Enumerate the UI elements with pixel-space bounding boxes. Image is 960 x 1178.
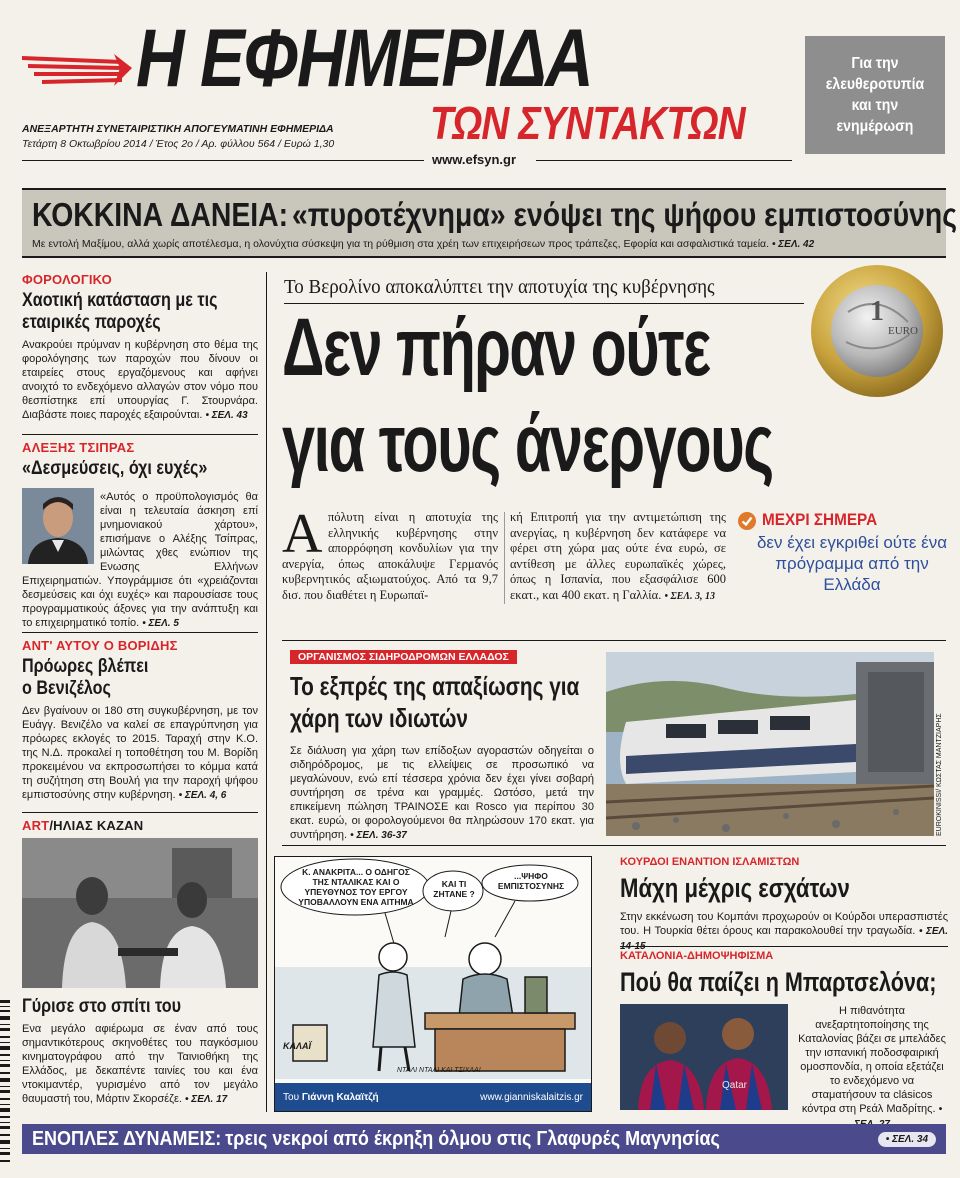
kazan-photo <box>22 838 258 988</box>
motto-text: Για την ελευθεροτυπία και την ενημέρωση <box>825 55 925 135</box>
cartoon-caption-small: ΝΤΑΛΙ ΝΤΑΛΙ ΚΑΙ ΤΣΙΧΛΑ! <box>397 1067 481 1074</box>
tax-kicker: ΦΟΡΟΛΟΓΙΚΟ <box>22 272 112 287</box>
cartoon-signature: ΚΑΛΑΪ <box>283 1041 312 1051</box>
train-photo-credit: EUROKINISSI/ ΚΩΣΤΑΣ ΜΑΝΤΖΙΑΡΗΣ <box>936 713 943 836</box>
art-kicker-name: ΗΛΙΑΣ ΚΑΖΑΝ <box>53 818 144 833</box>
tax-body: Ανακρούει πρύμναν η κυβέρνηση στο θέμα της φορολόγησης των παροχών που δίνουν οι εταιρείες στους εργαζόμενους και αφήνει ανοιχτό το ενδεχόμενο αλλαγών στον νόμο που θεσπίστηκε επί υπουργίας Γ. Στουρνάρα. Διαβάστε ποιες παροχές εξαιρούνται. <box>22 339 258 421</box>
top-banner-deck: Με εντολή Μαξίμου, αλλά χωρίς αποτέλεσμα, η ολονύχτια σύσκεψη για τη ρύθμιση στα χρέη των επιχειρήσεων προς τράπεζες, Εφορία και ασφαλιστικά ταμεία. <box>32 238 770 250</box>
check-badge-icon <box>738 512 756 530</box>
masthead-title: Η ΕΦΗΜΕΡΙΔΑ <box>136 13 592 104</box>
art-headline[interactable]: Γύρισε στο σπίτι του <box>22 996 182 1017</box>
art-kicker: ART <box>22 818 50 833</box>
pen-nib-logo-icon <box>22 42 132 90</box>
art-page: • ΣΕΛ. 17 <box>185 1094 228 1105</box>
lead-overline: Το Βερολίνο αποκαλύπτει την αποτυχία της κυβέρνησης <box>284 276 715 298</box>
barca-kicker: ΚΑΤΑΛΟΝΙΑ-ΔΗΜΟΨΗΦΙΣΜΑ <box>620 950 774 962</box>
barca-headline[interactable]: Πού θα παίζει η Μπαρτσελόνα; <box>620 967 937 997</box>
cartoon <box>274 856 592 1112</box>
lead-col-divider <box>504 512 505 604</box>
masthead-subtitle: ΤΩΝ ΣΥΝΤΑΚΤΩΝ <box>430 97 745 149</box>
jersey-text: Qatar <box>722 1080 748 1091</box>
cartoon-bubble-3: ...ΨΗΦΟ ΕΜΠΙΣΤΟΣΥΝΗΣ <box>497 871 565 891</box>
divider <box>620 946 948 947</box>
barca-body: Η πιθανότητα ανεξαρτητοποίησης της Καταλονίας βάζει σε μπελάδες την ισπανική ποδοσφαιρική ομοσπονδία, η οποία εξετάζει το ενδεχόμενο να σταματήσουν τα clásicos κόντρα στη Ρεάλ Μαδρίτης. <box>798 1005 946 1115</box>
lead-dropcap: Α <box>282 503 323 565</box>
bottom-banner <box>22 1124 946 1154</box>
sidebar-text: δεν έχει εγκριθεί ούτε ένα πρόγραμμα από την Ελλάδα <box>756 533 948 594</box>
voridis-headline[interactable]: Πρόωρες βλέπει ο Βενιζέλος <box>22 656 149 699</box>
top-banner <box>22 188 957 258</box>
coin-text: EURO <box>888 325 918 337</box>
masthead-rule-right <box>536 160 792 161</box>
left-column <box>22 272 258 1112</box>
lead-page: • ΣΕΛ. 3, 13 <box>664 590 716 602</box>
masthead-rule-left <box>22 160 424 161</box>
tsipras-kicker: ΑΛΕΞΗΣ ΤΣΙΠΡΑΣ <box>22 440 135 455</box>
cartoon-author-prefix: Του <box>283 1091 300 1103</box>
cartoon-bubble-1: Κ. ΑΝΑΚΡΙΤΑ... Ο ΟΔΗΓΟΣ ΤΗΣ ΝΤΑΛΙΚΑΣ ΚΑΙ Ο ΥΠΕΥΘΥΝΟΣ ΤΟΥ ΕΡΓΟΥ ΥΠΟΒΑΛΛΟΥΝ ΕΝΑ ΑΙΤΗΜΑ <box>298 867 414 907</box>
bottom-banner-rest: τρεις νεκροί από έκρηξη όλμου στις Γλαφυρές Μαγνησίας <box>225 1127 720 1150</box>
cartoon-bubble-2: ΚΑΙ ΤΙ ΖΗΤΑΝΕ ? <box>433 879 475 899</box>
voridis-page: • ΣΕΛ. 4, 6 <box>178 790 227 801</box>
lead-col1: πόλυτη είναι η αποτυχία της ελληνικής κυβέρνησης στην απορρόφηση κονδυλίων για την ανεργία, όπως αποκάλυψε Γερμανός κυβερνητικός αξιωματούχος. Από τα 9,7 δισ. που διαθέτει η Ευρωπαϊ- <box>282 510 498 602</box>
bottom-banner-lead: ΕΝΟΠΛΕΣ ΔΥΝΑΜΕΙΣ: <box>32 1127 222 1150</box>
divider <box>22 434 258 435</box>
lead-headline-1[interactable]: Δεν πήραν ούτε <box>282 302 710 393</box>
art-kicker-sep: / <box>49 818 54 833</box>
barca-photo <box>620 1004 788 1110</box>
kurds-headline[interactable]: Μάχη μέχρις εσχάτων <box>620 873 850 903</box>
euro-coin-image <box>808 262 946 400</box>
barca-page: • <box>938 1104 943 1115</box>
voridis-kicker: ΑΝΤ' ΑΥΤΟΥ Ο ΒΟΡΙΔΗΣ <box>22 638 178 653</box>
top-banner-rest: «πυροτέχνημα» ενόψει της ψήφου εμπιστοσύνης <box>291 196 957 233</box>
sidebar-kicker: ΜΕΧΡΙ ΣΗΜΕΡΑ <box>762 510 878 529</box>
train-page: • ΣΕΛ. 36-37 <box>350 830 407 841</box>
art-body: Ενα μεγάλο αφιέρωμα σε έναν από τους σημαντικότερους σκηνοθέτες του παγκόσμιου κινηματογράφου από την Ταινιοθήκη της Ελλάδος, με δεκαπέντε ταινίες του και ένα ντοκιμαντέρ, γυρισμένο από τον μεγάλο θαυμαστή του, Μάρτιν Σκορσέζε. <box>22 1023 258 1105</box>
cartoon-author: Γιάννη Καλαϊτζή <box>301 1091 379 1103</box>
train-headline[interactable]: Το εξπρές της απαξίωσης για χάρη των ιδιωτών <box>290 671 580 733</box>
top-banner-page: • ΣΕΛ. 42 <box>771 239 815 250</box>
masthead-tagline: ΑΝΕΞΑΡΤΗΤΗ ΣΥΝΕΤΑΙΡΙΣΤΙΚΗ ΑΠΟΓΕΥΜΑΤΙΝΗ ΕΦΗΜΕΡΙΔΑ <box>22 123 334 135</box>
cartoon-site[interactable]: www.gianniskalaitzis.gr <box>480 1091 583 1103</box>
divider <box>22 632 258 633</box>
website[interactable]: www.efsyn.gr <box>432 152 517 167</box>
voridis-body: Δεν βγαίνουν οι 180 στη συγκυβέρνηση, με τον Ευάγγ. Βενιζέλο να καλεί σε επαγρύπνηση για πρόωρες εκλογές το 2015. Ταραχή στην Κ.Ο. της Ν.Δ. προκαλεί η τοποθέτηση του Μ. Βορίδη προκειμένου να εκπροσωπήσει το κόμμα κατά τη συζήτηση στη Βουλή για την παροχή ψήφου εμπιστοσύνης στην κυβέρνηση. <box>22 705 258 801</box>
tax-page: • ΣΕΛ. 43 <box>205 410 248 421</box>
coin-value: 1 <box>870 296 884 327</box>
lead-headline-2[interactable]: για τους άνεργους <box>282 398 773 489</box>
motto-box <box>805 36 945 154</box>
train-kicker: ΟΡΓΑΝΙΣΜΟΣ ΣΙΔΗΡΟΔΡΟΜΩΝ ΕΛΛΑΔΟΣ <box>290 650 517 664</box>
tsipras-body: «Αυτός ο προϋπολογισμός θα είναι η τελευταία άσκηση επί μνημονιακού χάρτου», επισήμανε ο Αλέξης Τσίπρας, μιλώντας χθες ενώπιον της Ενωσης Ελλήνων Επιχειρηματιών. Υπογράμμισε ότι «χρειάζονται δεσμεύσεις και όχι ευχές» και παρουσίασε τους προγραμματικούς άξονες για την ανάπτυξη και το επιχειρηματικό τοπίο. <box>22 491 258 629</box>
lead-col2: κή Επιτροπή για την αντιμετώπιση της ανεργίας, η κυβέρνηση δεν κατάφερε να φέρει στη χώρα μας ούτε ένα ευρώ, σε αντίθεση με άλλες ευρωπαϊκές χώρες, όπως η Ισπανία, που εξασφάλισε 600 εκατ., και 400 εκατ. η Γαλλία. <box>510 510 726 602</box>
top-banner-lead: ΚΟΚΚΙΝΑ ΔΑΝΕΙΑ: <box>32 196 289 233</box>
divider <box>22 812 258 813</box>
train-body: Σε διάλυση για χάρη των επίδοξων αγοραστών οδηγείται ο σιδηρόδρομος, με τις ελλείψεις σε προσωπικό να μεγαλώνουν, ενώ επί τέσσερα χρόνια δεν έχει γίνει σοβαρή συντήρηση σε τρένα και γραμμές. Ωστόσο, μετά την επικείμενη πώληση ΤΡΑΙΝΟΣΕ και Rosco για περίπου 30 εκατ. ευρώ, οι φορολογούμενοι θα πληρώσουν 170 εκατ. για συντήρηση. <box>290 745 594 841</box>
bottom-banner-page: • ΣΕΛ. 34 <box>878 1132 936 1147</box>
kurds-page: • ΣΕΛ. <box>919 926 948 937</box>
kurds-kicker: ΚΟΥΡΔΟΙ ΕΝΑΝΤΙΟΝ ΙΣΛΑΜΙΣΤΩΝ <box>620 856 800 868</box>
column-separator <box>266 272 267 1112</box>
issue-line: Τετάρτη 8 Οκτωβρίου 2014 / Έτος 2ο / Αρ. φύλλου 564 / Ευρώ 1,30 <box>22 138 335 150</box>
tsipras-headline[interactable]: «Δεσμεύσεις, όχι ευχές» <box>22 458 208 479</box>
masthead <box>0 0 960 186</box>
tax-headline[interactable]: Χαοτική κατάσταση με τις εταιρικές παροχές <box>22 290 218 333</box>
barcode-icon <box>0 1000 10 1170</box>
kurds-body: Στην εκκένωση του Κομπάνι προχωρούν οι Κούρδοι υπερασπιστές του. Η Τουρκία θέτει όρους και παρακολουθεί την τραγωδία. <box>620 911 948 937</box>
train-photo <box>606 652 934 836</box>
tsipras-page: • ΣΕΛ. 5 <box>142 618 179 629</box>
